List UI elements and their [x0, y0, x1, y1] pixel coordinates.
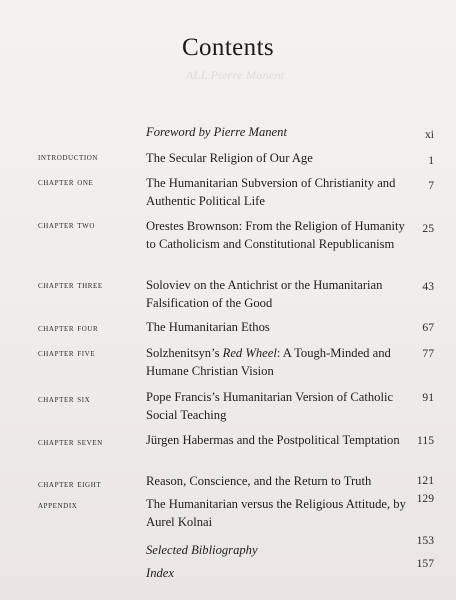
toc-entry-label: chapter seven	[38, 437, 103, 448]
toc-entry-label: chapter eight	[38, 479, 102, 490]
toc-page-number: 77	[422, 347, 434, 360]
toc-entry-label: appendix	[38, 500, 78, 511]
toc-entry-label: introduction	[38, 152, 99, 163]
toc-page-number: 25	[422, 222, 434, 235]
toc-page-number: 115	[417, 434, 434, 447]
toc-entry-title: Orestes Brownson: From the Religion of Humanity to Catholicism and Constitutional Republicanism	[146, 219, 405, 251]
toc-page-number: xi	[424, 128, 434, 141]
toc-entry-label: chapter six	[38, 394, 91, 405]
bleed-through-text: ALL Pierre Manent	[186, 68, 285, 82]
toc-entry-title: The Humanitarian versus the Religious Attitude, by Aurel Kolnai	[146, 497, 406, 529]
toc-entry-title: The Secular Religion of Our Age	[146, 151, 313, 165]
toc-entry-title: The Humanitarian Ethos	[146, 320, 270, 334]
toc-page-number: 129	[416, 492, 434, 505]
toc-page-number: 157	[416, 557, 434, 570]
toc-entry-title: Selected Bibliography	[146, 543, 258, 557]
toc-entry-title: Reason, Conscience, and the Return to Truth	[146, 474, 372, 488]
toc-entry-title: Index	[146, 566, 174, 580]
toc-entry-title: Foreword by Pierre Manent	[146, 125, 287, 139]
title-part: Solzhenitsyn’s	[146, 346, 223, 360]
toc-entry-label: chapter one	[38, 177, 94, 188]
toc-page-number: 121	[416, 474, 434, 487]
toc-page-number: 43	[422, 280, 434, 293]
toc-entry-title: Pope Francis’s Humanitarian Version of Catholic Social Teaching	[146, 390, 394, 422]
toc-entry-label: chapter four	[38, 323, 99, 334]
toc-entry-title: Jürgen Habermas and the Postpolitical Temptation	[146, 433, 400, 447]
toc-page-number: 67	[422, 321, 434, 334]
toc-entry-title	[146, 345, 408, 380]
toc-entry-title: Soloviev on the Antichrist or the Humanitarian Falsification of the Good	[146, 278, 383, 310]
toc-entry-label: chapter five	[38, 348, 96, 359]
toc-page-number: 7	[428, 179, 434, 192]
toc-page-number: 1	[428, 154, 434, 167]
toc-entry-title: The Humanitarian Subversion of Christianity and Authentic Political Life	[146, 176, 396, 208]
page-title: Contents	[181, 34, 275, 61]
toc-page-number: 91	[422, 391, 434, 404]
book-title-emphasis: Red Wheel	[222, 346, 277, 360]
toc-entry-label: chapter two	[38, 220, 95, 231]
title-part: : A Tough-Minded and Humane Christian Vision	[146, 346, 391, 378]
toc-entry-label: chapter three	[38, 280, 103, 291]
toc-page-number: 153	[416, 534, 434, 547]
